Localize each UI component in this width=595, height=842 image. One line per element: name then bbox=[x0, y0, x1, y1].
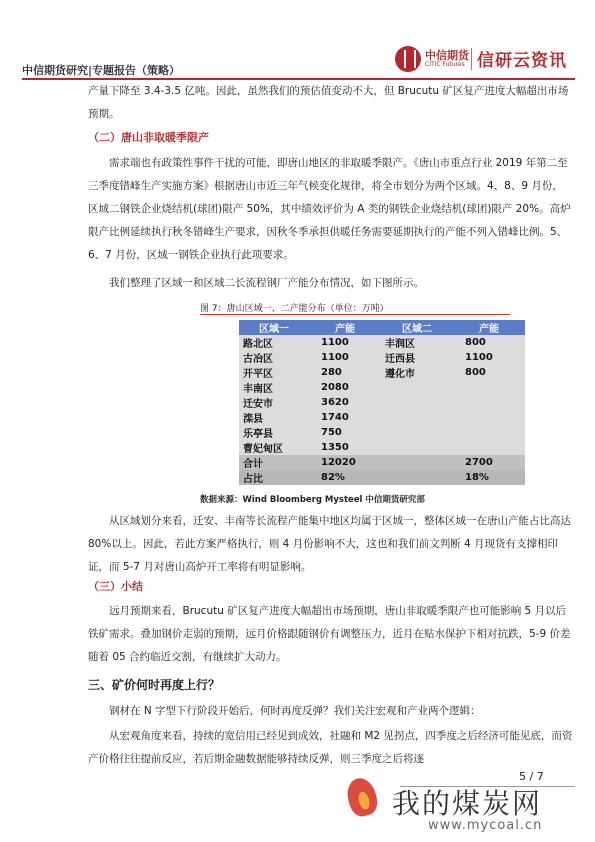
brand-name: 信研云资讯 bbox=[477, 51, 567, 71]
table-header-cell: 产能 bbox=[453, 320, 525, 335]
table-cell: 3620 bbox=[309, 395, 381, 410]
watermark-url: www.mycoal.cn bbox=[428, 818, 543, 833]
page-number: 5 / 7 bbox=[519, 770, 544, 783]
table-header-cell: 区域二 bbox=[381, 320, 453, 335]
table-cell: 82% bbox=[309, 470, 381, 485]
table-cell: 占比 bbox=[239, 470, 309, 485]
table-total-row bbox=[239, 455, 525, 470]
figure-title-rule bbox=[200, 314, 510, 315]
table-cell: 遵化市 bbox=[381, 365, 453, 380]
table-cell bbox=[453, 425, 525, 440]
paragraph-p3: 我们整理了区域一和区域二长流程钢厂产能分布情况，如下图所示。 bbox=[109, 277, 424, 289]
watermark-cn: 我的煤炭网 bbox=[392, 787, 543, 820]
table-cell: 滦县 bbox=[239, 410, 309, 425]
table-header-row bbox=[239, 320, 525, 335]
table-cell: 乐亭县 bbox=[239, 425, 309, 440]
table-cell bbox=[453, 410, 525, 425]
table-cell: 800 bbox=[453, 365, 525, 380]
table-cell bbox=[381, 440, 453, 455]
table-header-cell: 产能 bbox=[309, 320, 381, 335]
table-cell bbox=[381, 410, 453, 425]
table-cell bbox=[453, 395, 525, 410]
table-cell: 丰南区 bbox=[239, 380, 309, 395]
table-cell bbox=[381, 470, 453, 485]
table-cell: 迁安市 bbox=[239, 395, 309, 410]
table-cell: 路北区 bbox=[239, 335, 309, 350]
paragraph-p7: 从宏观角度来看，持续的宽信用已经见到成效，社融和 M2 见拐点，四季度之后经济可能见底，而资产价格往往提前反应，若后期金融数据能够持续反弹，则三季度之后将逐 bbox=[88, 730, 573, 765]
capacity-table bbox=[239, 320, 525, 485]
table-cell bbox=[381, 380, 453, 395]
table-cell: 800 bbox=[453, 335, 525, 350]
table-cell: 18% bbox=[453, 470, 525, 485]
citic-logo-icon bbox=[395, 46, 421, 72]
table-cell: 曹妃甸区 bbox=[239, 440, 309, 455]
mycoal-watermark bbox=[340, 770, 580, 840]
table-cell bbox=[453, 380, 525, 395]
citic-logo bbox=[395, 46, 575, 76]
table-row bbox=[239, 350, 525, 365]
paragraph-p1: 产量下降至 3.4-3.5 亿吨。因此，虽然我们的预估值变动不大，但 Brucutu 矿区复产进度大幅超出市场预期。 bbox=[88, 85, 569, 120]
table-cell: 1100 bbox=[309, 335, 381, 350]
table-cell: 12020 bbox=[309, 455, 381, 470]
table-cell: 开平区 bbox=[239, 365, 309, 380]
paragraph-p2: 需求端也有政策性事件干扰的可能，即唐山地区的非取暖季限产。《唐山市重点行业 2019 年第二至三季度错峰生产实施方案》根据唐山市近三年气候变化规律，将全市划分为两个区域。4、8、9 月份，区域二钢铁企业烧结机(球团)限产 50%，其中绩效评价为 A 类的钢铁企业烧结机(球团)限产 20%。高炉限产比例延续执行秋冬错峰生产要求，因秋冬季承担供暖任务需要延期执行的产能不列入错峰比例。5、6、7 月份，区域一钢铁企业执行此项要求。 bbox=[88, 157, 571, 261]
paragraph-p5: 远月预期来看，Brucutu 矿区复产进度大幅超出市场预期，唐山非取暖季限产也可能影响 5 月以后铁矿需求。叠加钢价走弱的预期，远月价格跟随钢价有调整压力，近月在贴水保护下相对抗跌，5-9 价差随着 05 合约临近交割，有继续扩大动力。 bbox=[88, 605, 571, 663]
table-row bbox=[239, 380, 525, 395]
subheading-tangshan: （二）唐山非取暖季限产 bbox=[88, 131, 209, 144]
table-row bbox=[239, 335, 525, 350]
table-cell: 1100 bbox=[309, 350, 381, 365]
figure-title: 图 7：唐山区域一、二产能分布（单位：万吨） bbox=[200, 304, 389, 314]
table-cell: 1740 bbox=[309, 410, 381, 425]
table-cell: 丰润区 bbox=[381, 335, 453, 350]
table-cell: 2080 bbox=[309, 380, 381, 395]
paragraph-p6: 钢材在 N 字型下行阶段开始后，何时再度反弹？我们关注宏观和产业两个逻辑： bbox=[109, 705, 481, 717]
flame-logo-icon bbox=[344, 775, 381, 819]
table-cell: 1350 bbox=[309, 440, 381, 455]
subheading-summary: （三）小结 bbox=[88, 580, 143, 593]
table-cell: 迁西县 bbox=[381, 350, 453, 365]
logo-en-text: CITIC Futures bbox=[425, 61, 465, 68]
table-cell: 2700 bbox=[453, 455, 525, 470]
table-cell bbox=[381, 455, 453, 470]
table-row bbox=[239, 425, 525, 440]
table-header-cell: 区域一 bbox=[239, 320, 309, 335]
figure-source: 数据来源：Wind Bloomberg Mysteel 中信期货研究部 bbox=[200, 495, 425, 505]
table-ratio-row bbox=[239, 470, 525, 485]
table-cell bbox=[453, 440, 525, 455]
table-cell: 古冶区 bbox=[239, 350, 309, 365]
table-row bbox=[239, 365, 525, 380]
report-header-title: 中信期货研究|专题报告（策略） bbox=[22, 64, 181, 77]
table-cell bbox=[381, 425, 453, 440]
logo-separator bbox=[471, 48, 472, 70]
table-cell: 合计 bbox=[239, 455, 309, 470]
table-cell bbox=[381, 395, 453, 410]
table-row bbox=[239, 410, 525, 425]
paragraph-p4: 从区域划分来看，迁安、丰南等长流程产能集中地区均属于区域一，整体区域一在唐山产能占比高达 80%以上。因此，若此方案严格执行，则 4 月份影响不大，这也和我们前文判断 4 月现货有支撑相印证，而 5-7 月对唐山高炉开工率将有明显影响。 bbox=[88, 515, 571, 573]
table-row bbox=[239, 440, 525, 455]
table-cell: 750 bbox=[309, 425, 381, 440]
table-cell: 1100 bbox=[453, 350, 525, 365]
logo-cn-text: 中信期货 bbox=[425, 49, 469, 62]
section-heading-3: 三、矿价何时再度上行？ bbox=[88, 678, 221, 692]
table-cell: 280 bbox=[309, 365, 381, 380]
table-row bbox=[239, 395, 525, 410]
